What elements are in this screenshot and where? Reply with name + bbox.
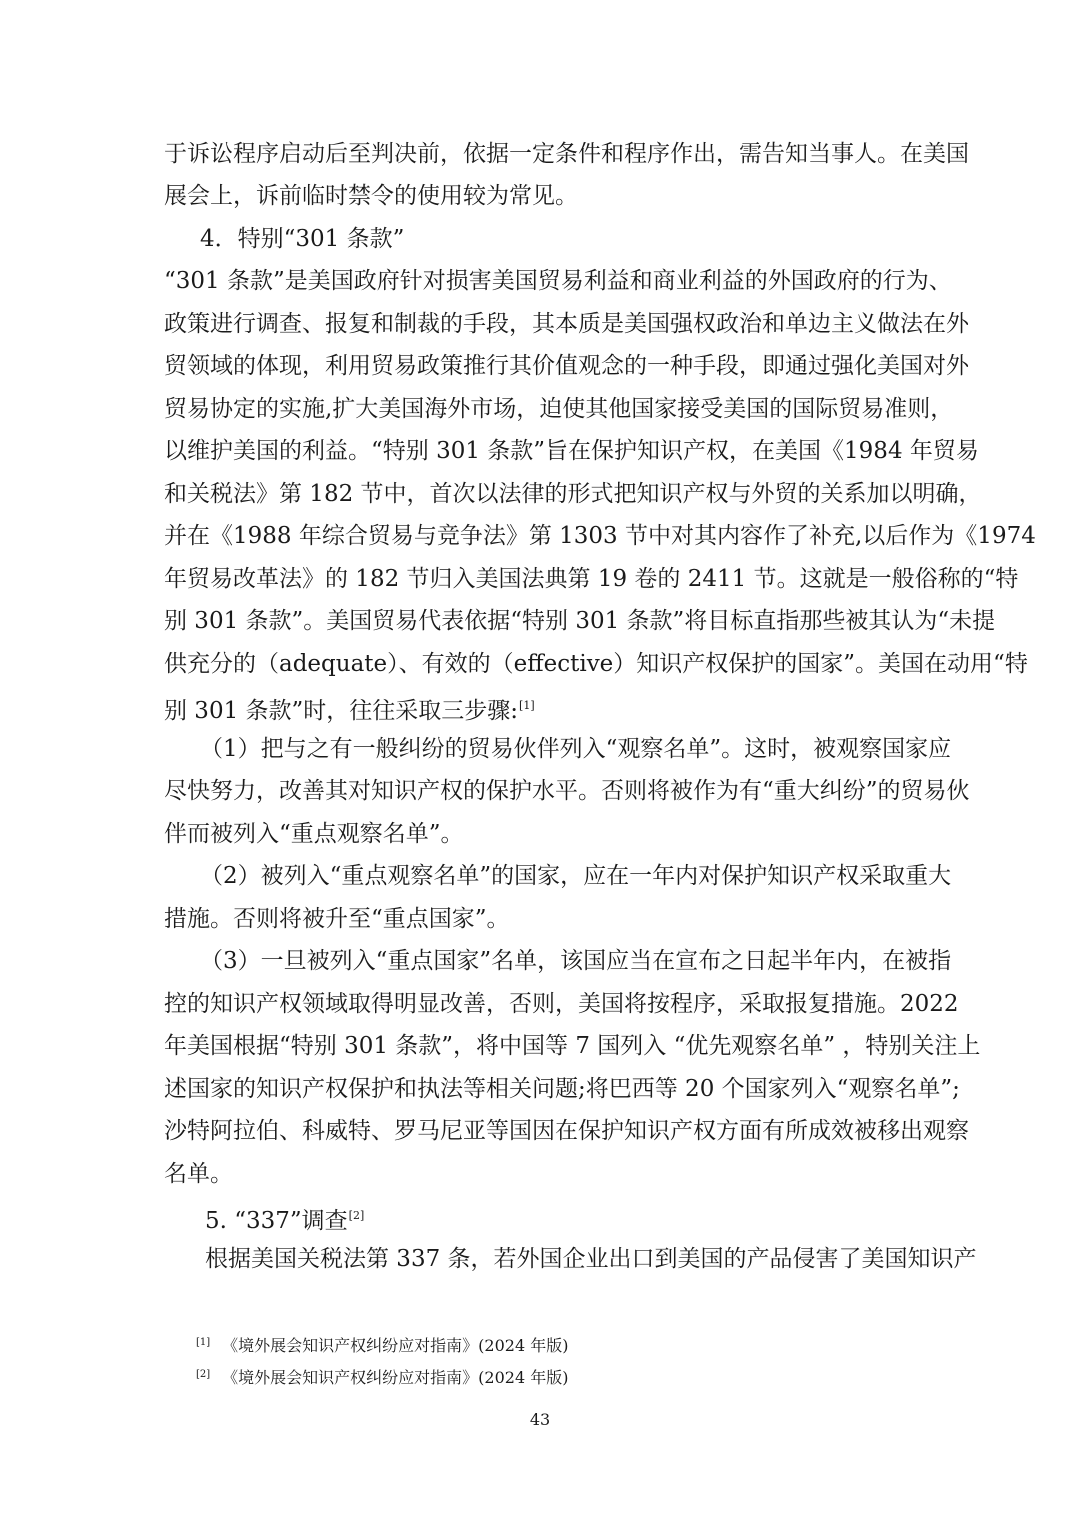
list-item-1: （1）把与之有一般纠纷的贸易伙伴列入“观察名单”。这时，被观察国家应	[200, 736, 952, 762]
body-line: 别 301 条款”。美国贸易代表依据“特别 301 条款”将目标直指那些被其认为“未提	[164, 608, 996, 634]
body-line: 政策进行调查、报复和制裁的手段，其本质是美国强权政治和单边主义做法在外	[164, 311, 969, 337]
page-number: 43	[529, 1410, 551, 1429]
body-line: 和关税法》第 182 节中，首次以法律的形式把知识产权与外贸的关系加以明确，	[164, 481, 982, 507]
body-line: 尽快努力，改善其对知识产权的保护水平。否则将被作为有“重大纠纷”的贸易伙	[164, 778, 970, 804]
body-line: 伴而被列入“重点观察名单”。	[164, 821, 464, 847]
body-line: 贸易协定的实施,扩大美国海外市场，迫使其他国家接受美国的国际贸易准则，	[164, 396, 954, 422]
body-line: 名单。	[164, 1161, 233, 1187]
footnote-mark: [1]	[196, 1337, 211, 1348]
body-line	[164, 691, 535, 726]
body-line: 年美国根据“特别 301 条款”，将中国等 7 国列入 “优先观察名单” ，特别关注上	[164, 1033, 981, 1059]
section-heading-4: 4．特别“301 条款”	[200, 226, 405, 252]
footnote-2	[196, 1364, 568, 1389]
section-heading-text: 5. “337”调查	[205, 1208, 348, 1234]
body-line: 根据美国关税法第 337 条，若外国企业出口到美国的产品侵害了美国知识产	[205, 1246, 977, 1272]
body-line: 控的知识产权领域取得明显改善，否则，美国将按程序，采取报复措施。2022	[164, 991, 959, 1017]
footnote-ref-1[interactable]: [1]	[519, 699, 535, 712]
body-line: 沙特阿拉伯、科威特、罗马尼亚等国因在保护知识产权方面有所成效被移出观察	[164, 1118, 969, 1144]
body-line: 年贸易改革法》的 182 节归入美国法典第 19 卷的 2411 节。这就是一般俗称的“特	[164, 566, 1019, 592]
footnote-text: 《境外展会知识产权纠纷应对指南》(2024 年版)	[222, 1336, 569, 1355]
body-line-text: 别 301 条款”时，往往采取三步骤:	[164, 698, 519, 724]
list-item-2: （2）被列入“重点观察名单”的国家，应在一年内对保护知识产权采取重大	[200, 863, 952, 889]
body-line: 并在《1988 年综合贸易与竞争法》第 1303 节中对其内容作了补充,以后作为《1974	[164, 523, 1036, 549]
body-line: “301 条款”是美国政府针对损害美国贸易利益和商业利益的外国政府的行为、	[164, 268, 952, 294]
body-line: 于诉讼程序启动后至判决前，依据一定条件和程序作出，需告知当事人。在美国	[164, 141, 969, 167]
footnote-1	[196, 1332, 568, 1357]
section-heading-5	[205, 1201, 364, 1236]
body-line: 展会上，诉前临时禁令的使用较为常见。	[164, 183, 578, 209]
footnote-mark: [2]	[196, 1369, 211, 1380]
list-item-3: （3）一旦被列入“重点国家”名单，该国应当在宣布之日起半年内，在被指	[200, 948, 952, 974]
body-line: 措施。否则将被升至“重点国家”。	[164, 906, 510, 932]
body-line: 述国家的知识产权保护和执法等相关问题;将巴西等 20 个国家列入“观察名单”;	[164, 1076, 960, 1102]
footnote-text: 《境外展会知识产权纠纷应对指南》(2024 年版)	[222, 1368, 569, 1387]
body-line: 贸领域的体现，利用贸易政策推行其价值观念的一种手段，即通过强化美国对外	[164, 353, 969, 379]
footnote-ref-2[interactable]: [2]	[348, 1209, 365, 1222]
body-line: 供充分的（adequate）、有效的（effective）知识产权保护的国家”。美国在动用“特	[164, 651, 1028, 677]
body-line: 以维护美国的利益。“特别 301 条款”旨在保护知识产权，在美国《1984 年贸易	[164, 438, 979, 464]
